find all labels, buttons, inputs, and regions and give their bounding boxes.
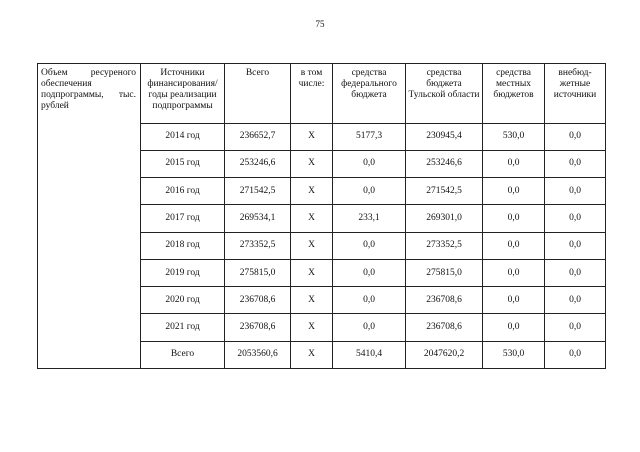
regional-cell: 236708,6 bbox=[406, 314, 483, 341]
resource-volume-label: Объем ресуреного обеспечения подпрограммы, тыс. рублей bbox=[38, 64, 141, 369]
including-cell: X bbox=[291, 314, 333, 341]
regional-cell: 273352,5 bbox=[406, 232, 483, 259]
extrabudgetary-cell: 0,0 bbox=[545, 150, 606, 177]
year-cell: 2020 год bbox=[141, 287, 225, 314]
header-sources: Источники финансирования/ годы реализации подпрограммы bbox=[141, 64, 225, 124]
including-cell: X bbox=[291, 205, 333, 232]
local-cell: 0,0 bbox=[483, 259, 545, 286]
year-cell: 2021 год bbox=[141, 314, 225, 341]
local-cell: 0,0 bbox=[483, 150, 545, 177]
regional-cell: 236708,6 bbox=[406, 287, 483, 314]
header-federal: средства федерального бюджета bbox=[333, 64, 406, 124]
extrabudgetary-cell: 0,0 bbox=[545, 341, 606, 368]
total-cell: 273352,5 bbox=[225, 232, 291, 259]
extrabudgetary-cell: 0,0 bbox=[545, 205, 606, 232]
total-cell: 275815,0 bbox=[225, 259, 291, 286]
local-cell: 0,0 bbox=[483, 287, 545, 314]
regional-cell: 271542,5 bbox=[406, 178, 483, 205]
total-cell: 236708,6 bbox=[225, 287, 291, 314]
federal-cell: 0,0 bbox=[333, 150, 406, 177]
total-cell: 236708,6 bbox=[225, 314, 291, 341]
local-cell: 0,0 bbox=[483, 232, 545, 259]
regional-cell: 253246,6 bbox=[406, 150, 483, 177]
federal-cell: 0,0 bbox=[333, 314, 406, 341]
including-cell: X bbox=[291, 123, 333, 150]
extrabudgetary-cell: 0,0 bbox=[545, 314, 606, 341]
including-cell: X bbox=[291, 150, 333, 177]
including-cell: X bbox=[291, 178, 333, 205]
year-cell: 2017 год bbox=[141, 205, 225, 232]
year-cell: Всего bbox=[141, 341, 225, 368]
federal-cell: 0,0 bbox=[333, 259, 406, 286]
page-number: 75 bbox=[315, 19, 325, 29]
header-regional: средства бюджета Тульской области bbox=[406, 64, 483, 124]
year-cell: 2019 год bbox=[141, 259, 225, 286]
local-cell: 530,0 bbox=[483, 341, 545, 368]
regional-cell: 275815,0 bbox=[406, 259, 483, 286]
including-cell: X bbox=[291, 287, 333, 314]
header-including: в том числе: bbox=[291, 64, 333, 124]
federal-cell: 5177,3 bbox=[333, 123, 406, 150]
federal-cell: 233,1 bbox=[333, 205, 406, 232]
header-total: Всего bbox=[225, 64, 291, 124]
extrabudgetary-cell: 0,0 bbox=[545, 123, 606, 150]
total-cell: 236652,7 bbox=[225, 123, 291, 150]
year-cell: 2014 год bbox=[141, 123, 225, 150]
total-cell: 253246,6 bbox=[225, 150, 291, 177]
total-cell: 271542,5 bbox=[225, 178, 291, 205]
year-cell: 2018 год bbox=[141, 232, 225, 259]
table-header-row bbox=[38, 64, 606, 124]
regional-cell: 269301,0 bbox=[406, 205, 483, 232]
federal-cell: 0,0 bbox=[333, 287, 406, 314]
including-cell: X bbox=[291, 232, 333, 259]
year-cell: 2016 год bbox=[141, 178, 225, 205]
total-cell: 269534,1 bbox=[225, 205, 291, 232]
header-local: средства местных бюджетов bbox=[483, 64, 545, 124]
extrabudgetary-cell: 0,0 bbox=[545, 232, 606, 259]
federal-cell: 5410,4 bbox=[333, 341, 406, 368]
total-cell: 2053560,6 bbox=[225, 341, 291, 368]
extrabudgetary-cell: 0,0 bbox=[545, 259, 606, 286]
federal-cell: 0,0 bbox=[333, 178, 406, 205]
local-cell: 0,0 bbox=[483, 314, 545, 341]
extrabudgetary-cell: 0,0 bbox=[545, 178, 606, 205]
local-cell: 0,0 bbox=[483, 205, 545, 232]
including-cell: X bbox=[291, 259, 333, 286]
local-cell: 530,0 bbox=[483, 123, 545, 150]
extrabudgetary-cell: 0,0 bbox=[545, 287, 606, 314]
funding-table bbox=[37, 63, 606, 369]
including-cell: X bbox=[291, 341, 333, 368]
regional-cell: 2047620,2 bbox=[406, 341, 483, 368]
local-cell: 0,0 bbox=[483, 178, 545, 205]
federal-cell: 0,0 bbox=[333, 232, 406, 259]
regional-cell: 230945,4 bbox=[406, 123, 483, 150]
header-extrabudgetary: внебюд-жетные источники bbox=[545, 64, 606, 124]
year-cell: 2015 год bbox=[141, 150, 225, 177]
